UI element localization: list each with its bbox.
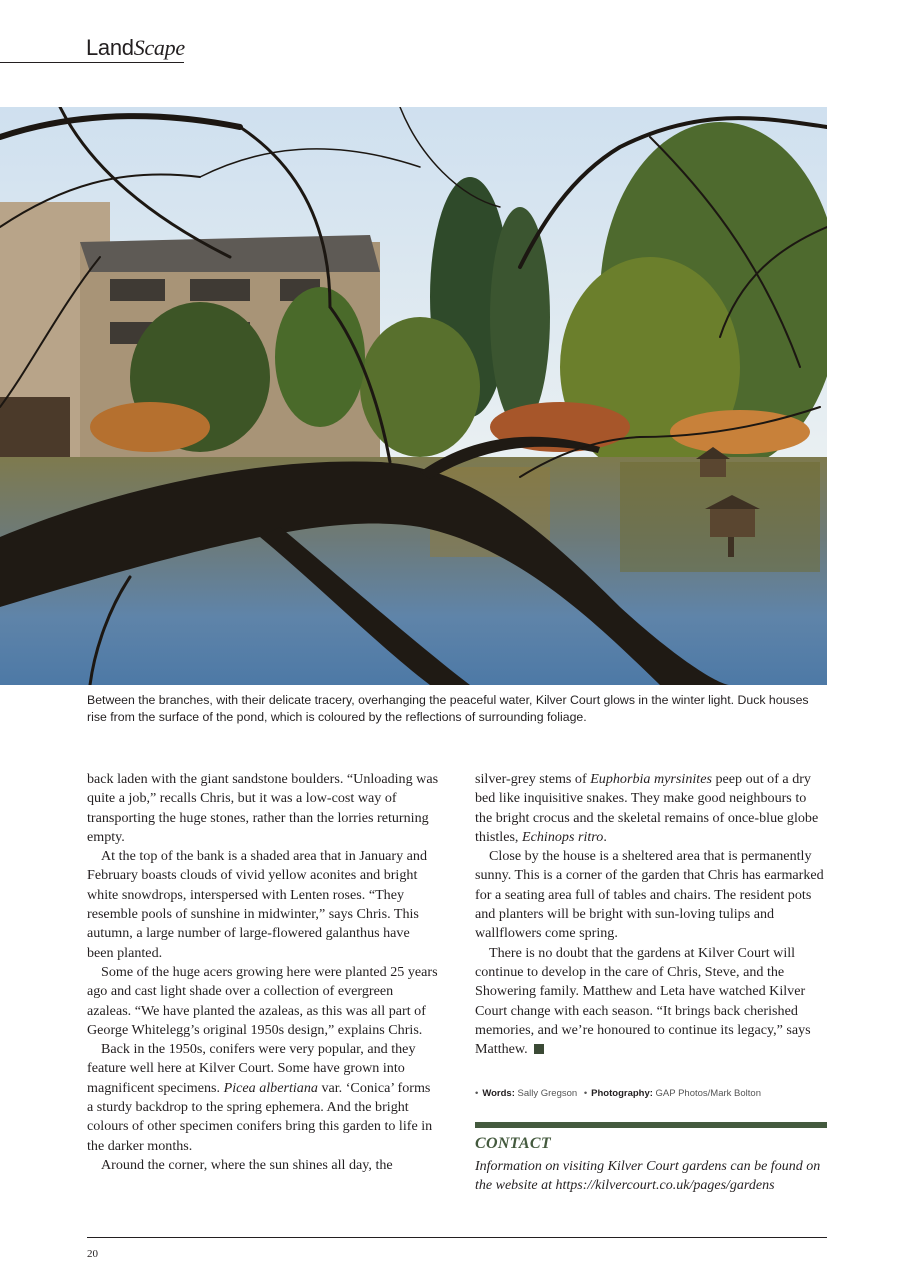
masthead-logo: LandScape	[86, 35, 185, 60]
footer-rule	[87, 1237, 827, 1238]
paragraph: Some of the huge acers growing here were planted 25 years ago and cast light shade over a collection of evergreen azaleas. “We have planted the azaleas, as this was all part of George Whitelegg’s original 1950s design,” explains Chris.	[87, 963, 438, 1038]
paragraph: At the top of the bank is a shaded area that in January and February boasts clouds of vivid yellow aconites and bright white snowdrops, interspersed with Lenten roses. “They resemble pools of sunshine in midwinter,” says Chris. This autumn, a large number of large-flowered galanthus have been planted.	[87, 848, 428, 961]
contact-divider-bar	[475, 1122, 827, 1128]
end-mark-icon	[534, 1044, 544, 1054]
masthead-rule	[0, 62, 184, 63]
paragraph: back laden with the giant sandstone boulders. “Unloading was quite a job,” recalls Chris, but it was a low-cost way of transporting the huge stones, rather than the lorries returning empty.	[87, 771, 439, 845]
article-column-right	[475, 770, 827, 1059]
photo-caption: Between the branches, with their delicate tracery, overhanging the peaceful water, Kilver Court glows in the winter light. Duck houses rise from the surface of the pond, which is coloured by the reflections of surrounding foliage.	[87, 693, 809, 724]
paragraph: There is no doubt that the gardens at Kilver Court will continue to develop in the care of Chris, Steve, and the Showering family. Matthew and Leta have watched Kilver Court change with each season. “It brings back cherished memories, and we’re honoured to continue its legacy,” says Matthew.	[475, 944, 811, 1058]
magazine-masthead	[0, 34, 184, 64]
pond-scene-illustration	[0, 107, 827, 685]
article-credits: • Words: Sally Gregson • Photography: GAP Photos/Mark Bolton	[475, 1088, 761, 1099]
article-column-left	[87, 770, 439, 1175]
paragraph: Around the corner, where the sun shines all day, the	[101, 1156, 393, 1173]
feature-photo	[0, 107, 827, 685]
contact-info: Information on visiting Kilver Court gardens can be found on the website at https://kilvercourt.co.uk/pages/gardens	[475, 1159, 821, 1194]
contact-heading: CONTACT	[475, 1135, 551, 1152]
page-number: 20	[87, 1248, 98, 1260]
paragraph: Back in the 1950s, conifers were very popular, and they feature well here at Kilver Court. Some have grown into magnificent specimens. Picea albertiana var. ‘Conica’ forms a sturdy backdrop to the spring ephemera. And the bright colours of other specimen conifers bring this garden to life in the darker months.	[87, 1041, 433, 1154]
paragraph: silver-grey stems of Euphorbia myrsinites peep out of a dry bed like inquisitive snakes. They make good neighbours to the bright crocus and the skeletal remains of once-blue globe thistles, Echinops ritro.	[475, 771, 819, 845]
paragraph: Close by the house is a sheltered area that is permanently sunny. This is a corner of the garden that Chris has earmarked for a seating area full of tables and chairs. The resident pots and planters will be bright with sun-loving tulips and wallflowers come spring.	[475, 848, 824, 942]
